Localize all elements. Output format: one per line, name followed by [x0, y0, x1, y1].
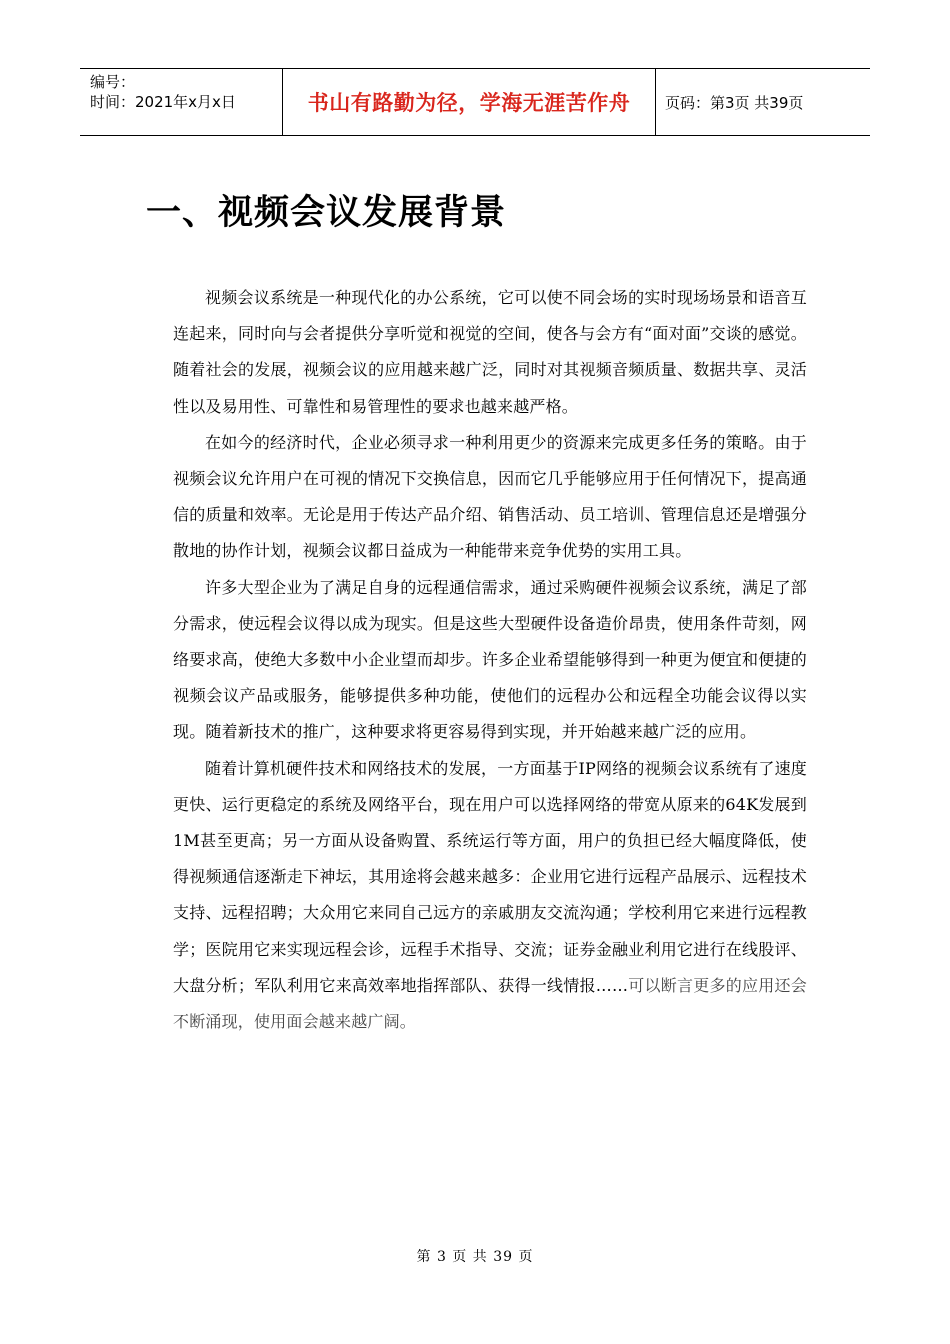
header-page-code: 页码：第3页 共39页	[665, 93, 804, 112]
paragraph-1: 视频会议系统是一种现代化的办公系统，它可以使不同会场的实时现场场景和语音互连起来，同时向与会者提供分享听觉和视觉的空间，使各与会方有“面对面”交谈的感觉。随着社会的发展，视频会议的应用越来越广泛，同时对其视频音频质量、数据共享、灵活性以及易用性、可靠性和易管理性的要求也越来越严格。	[173, 288, 807, 416]
paragraph-4	[173, 751, 807, 1041]
header-motto: 书山有路勤为径，学海无涯苦作舟	[282, 69, 656, 135]
body-text	[173, 280, 807, 1040]
paragraph-4-tail: 可以断言更多的应用还会不断涌现，使用面会越来越广阔。	[173, 975, 807, 1032]
number-label: 编号：	[90, 73, 136, 91]
page-title: 一、视频会议发展背景	[146, 193, 507, 233]
page-header	[80, 68, 870, 136]
header-meta	[80, 69, 282, 135]
paragraph-2: 在如今的经济时代，企业必须寻求一种利用更少的资源来完成更多任务的策略。由于视频会议允许用户在可视的情况下交换信息，因而它几乎能够应用于任何情况下，提高通信的质量和效率。无论是用于传达产品介绍、销售活动、员工培训、管理信息还是增强分散地的协作计划，视频会议都日益成为一种能带来竞争优势的实用工具。	[173, 432, 807, 561]
time-label: 时间：2021年x月x日	[90, 93, 236, 111]
paragraph-3: 许多大型企业为了满足自身的远程通信需求，通过采购硬件视频会议系统，满足了部分需求，使远程会议得以成为现实。但是这些大型硬件设备造价昂贵，使用条件苛刻，网络要求高，使绝大多数中小企业望而却步。许多企业希望能够得到一种更为便宜和便捷的视频会议产品或服务，能够提供多种功能，使他们的远程办公和远程全功能会议得以实现。随着新技术的推广，这种要求将更容易得到实现，并开始越来越广泛的应用。	[173, 577, 807, 742]
page-footer: 第 3 页 共 39 页	[416, 1249, 534, 1265]
paragraph-4-main: 随着计算机硬件技术和网络技术的发展，一方面基于IP网络的视频会议系统有了速度更快、运行更稳定的系统及网络平台，现在用户可以选择网络的带宽从原来的64K发展到1M甚至更高；另一方面从设备购置、系统运行等方面，用户的负担已经大幅度降低，使得视频通信逐渐走下神坛，其用途将会越来越多：企业用它进行远程产品展示、远程技术支持、远程招聘；大众用它来同自己远方的亲戚朋友交流沟通；学校利用它来进行远程教学；医院用它来实现远程会诊，远程手术指导、交流；证券金融业利用它进行在线股评、大盘分析；军队利用它来高效率地指挥部队、获得一线情报……	[173, 758, 807, 995]
